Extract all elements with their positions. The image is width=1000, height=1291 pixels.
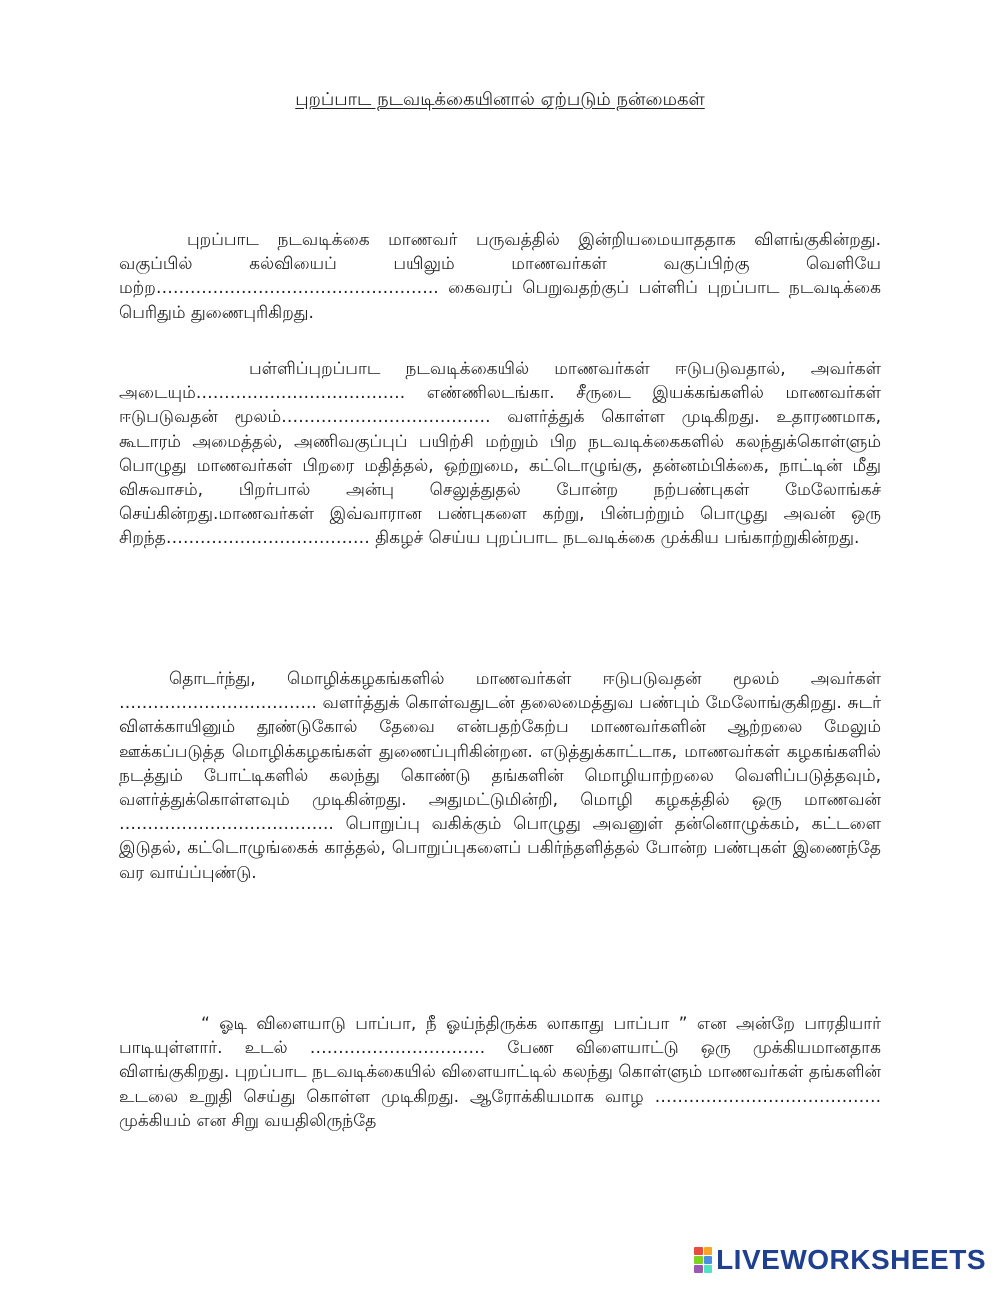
logo-block <box>694 1265 703 1273</box>
logo-block <box>704 1265 713 1273</box>
paragraph-4: “ ஓடி விளையாடு பாப்பா, நீ ஓய்ந்திருக்க லாகாது பாப்பா ” என அன்றே பாரதியார் பாடியுள்ளார். உடல் …………………………. பேண விளையாட்டு ஒரு முக்கியமானதாக விளங்குகிறது. புறப்பாட நடவடிக்கையில் விளையாட்டில் கலந்து கொள்ளும் மாணவர்கள் தங்களின் உடலை உறுதி செய்து கொள்ள முடிகிறது. ஆரோக்கியமாக வாழ …………………………………. முக்கியம் என சிறு வயதிலிருந்தே <box>119 1014 881 1131</box>
paragraph-1: புறப்பாட நடவடிக்கை மாணவர் பருவத்தில் இன்றியமையாததாக விளங்குகின்றது. வகுப்பில் கல்வியைப் பயிலும் மாணவர்கள் வகுப்பிற்கு வெளியே மற்ற………………………………………….. கைவரப் பெறுவதற்குப் பள்ளிப் புறப்பாட நடவடிக்கை பெரிதும் துணைபுரிகிறது. <box>119 230 881 323</box>
page-title: புறப்பாட நடவடிக்கையினால் ஏற்படும் நன்மைகள் <box>295 89 705 110</box>
logo-block <box>694 1256 703 1264</box>
logo-block <box>704 1247 713 1255</box>
logo-block <box>694 1247 703 1255</box>
liveworksheets-logo[interactable] <box>694 1245 986 1275</box>
paragraph-3: தொடர்ந்து, மொழிக்கழகங்களில் மாணவர்கள் ஈடுபடுவதன் மூலம் அவர்கள் …………………………….. வளர்த்துக் கொள்வதுடன் தலைமைத்துவ பண்பும் மேலோங்குகிறது. சுடர் விளக்காயினும் தூண்டுகோல் தேவை என்பதற்கேற்ப மாணவர்களின் ஆற்றலை மேலும் ஊக்கப்படுத்த மொழிக்கழகங்கள் துணைப்புரிகின்றன. எடுத்துக்காட்டாக, மாணவர்கள் கழகங்களில் நடத்தும் போட்டிகளில் கலந்து கொண்டு தங்களின் மொழியாற்றலை வெளிப்படுத்தவும், வளர்த்துக்கொள்ளவும் முடிகின்றது. அதுமட்டுமின்றி, மொழி கழகத்தில் ஒரு மாணவன் ……………………………….. பொறுப்பு வகிக்கும் பொழுது அவனுள் தன்னொழுக்கம், கட்டளை இடுதல், கட்டொழுங்கைக் காத்தல், பொறுப்புகளைப் பகிர்ந்தளித்தல் போன்ற பண்புகள் இணைந்தே வர வாய்ப்புண்டு. <box>119 669 881 883</box>
logo-block <box>704 1256 713 1264</box>
logo-text: LIVEWORKSHEETS <box>716 1244 986 1275</box>
paragraph-2: பள்ளிப்புறப்பாட நடவடிக்கையில் மாணவர்கள் ஈடுபடுவதால், அவர்கள் அடையும்………………………………. எண்ணிலடங்கா. சீருடை இயக்கங்களில் மாணவர்கள் ஈடுபடுவதன் மூலம்………………………………. வளர்த்துக் கொள்ள முடிகிறது. உதாரணமாக, கூடாரம் அமைத்தல், அணிவகுப்புப் பயிற்சி மற்றும் பிற நடவடிக்கைகளில் கலந்துக்கொள்ளும் பொழுது மாணவர்கள் பிறரை மதித்தல், ஒற்றுமை, கட்டொழுங்கு, தன்னம்பிக்கை, நாட்டின் மீது விசுவாசம், பிறர்பால் அன்பு செலுத்துதல் போன்ற நற்பண்புகள் மேலோங்கச் செய்கின்றது.மாணவர்கள் இவ்வாரான பண்புகளை கற்று, பின்பற்றும் பொழுது அவன் ஒரு சிறந்த……………………………… திகழச் செய்ய புறப்பாட நடவடிக்கை முக்கிய பங்காற்றுகின்றது. <box>119 359 881 549</box>
logo-icon <box>694 1247 712 1273</box>
